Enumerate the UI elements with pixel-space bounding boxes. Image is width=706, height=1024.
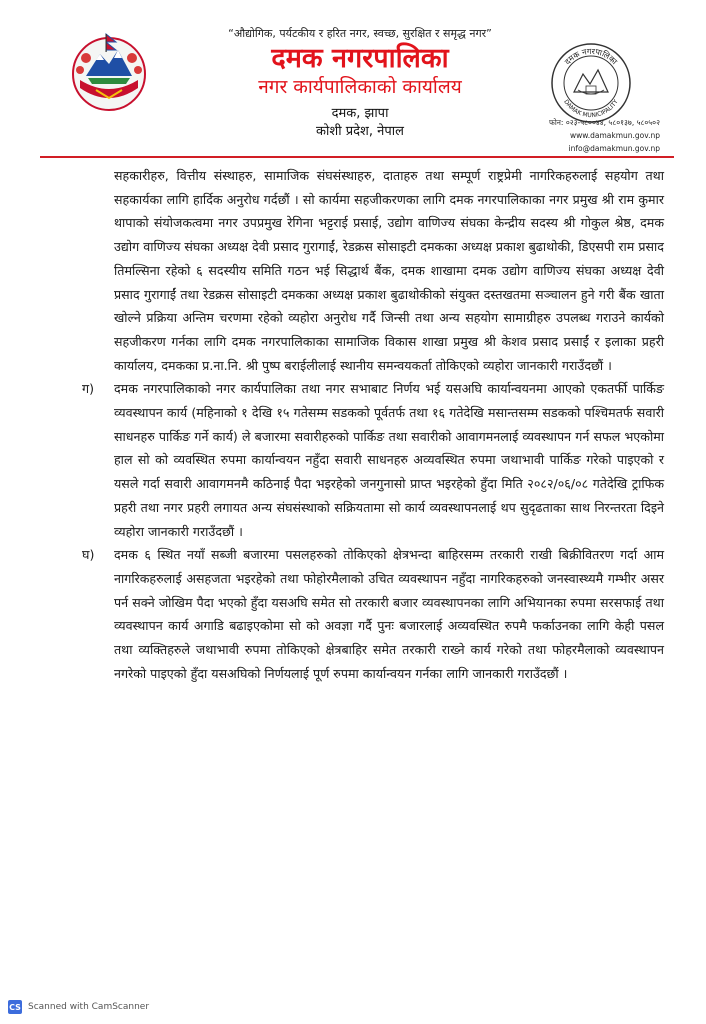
continued-paragraph: सहकारीहरु, वित्तीय संस्थाहरु, सामाजिक संघसंस्थाहरु, दाताहरु तथा सम्पूर्ण राष्ट्रप्रेमी नागरिकहरुलाई सहयोग तथा सहकार्यका लागि हार्दिक अनुरोध गर्दछौं । सो कार्यमा सहजीकरणका लागि दमक नगरपालिकाका नगर प्रमुख श्री राम कुमार थापाको संयोजकत्वमा नगर उपप्रमुख रेगिना भट्टराई प्रसाई, उद्योग वाणिज्य संघका केन्द्रीय सदस्य श्री गोकुल श्रेष्ठ, दमक उद्योग वाणिज्य संघका अध्यक्ष देवी प्रसाद गुरागाईं, रेडक्रस सोसाइटी दमकका अध्यक्ष प्रकाश बुढाथोकी, डिएसपी राम प्रसाद तिमल्सिना रहेको ६ सदस्यीय समिति गठन भई सिद्धार्थ बैंक, दमक शाखामा दमक उद्योग वाणिज्य संघका अध्यक्ष देवी प्रसाद गुरागाईं तथा रेडक्रस सोसाइटी दमकका अध्यक्ष प्रकाश बुढाथोकीको संयुक्त दस्तखतमा सञ्चालन हुने गरी बैंक खाता खोल्ने प्रक्रिया अन्तिम चरणमा रहेको व्यहोरा अनुरोध गर्दै जिन्सी तथा अन्य सहयोग सामाग्रीहरु उपलब्ध गराउने कार्यको सहजीकरण गर्नका लागि दमक नगरपालिकाका सामाजिक विकास शाखा प्रमुख श्री केशव प्रसाद प्रसाईं र इलाका प्रहरी कार्यालय, दमकका प्र.ना.नि. श्री पुष्प बराईलीलाई स्थानीय समन्वयकर्ता तोकिएको व्यहोरा जानकारी गराउँदछौं ।: [114, 168, 664, 373]
address-line-2: कोशी प्रदेश, नेपाल: [316, 124, 404, 139]
item-text-ga: दमक नगरपालिकाको नगर कार्यपालिका तथा नगर सभाबाट निर्णय भई यसअघि कार्यान्वयनमा आएको एकतर्फी पार्किङ व्यवस्थापन कार्य (महिनाको १ देखि १५ गतेसम्म सडकको पूर्वतर्फ तथा १६ गतेदेखि मसान्तसम्म सडकको पश्चिमतर्फ सवारी साधनहरु पार्किङ गर्ने कार्य) ले बजारमा सवारीहरुको पार्किङ तथा सवारीको आवागमनलाई व्यवस्थापन गर्न सफल भएकोमा हाल सो को व्यवस्थित रुपमा कार्यान्वयन नहुँदा सवारी साधनहरु अव्यवस्थित रुपमा जथाभावी पार्किङ गरेको पाइएको र यसले गर्दा सवारी आवागमनमै कठिनाई पैदा भइरहेको जनगुनासो प्राप्त भइरहेको हुँदा मिति २०८२/०६/०८ गतेदेखि ट्राफिक प्रहरी तथा नगर प्रहरी लगायत अन्य संघसंस्थाको सक्रियतामा सो कार्य व्यवस्थापनलाई थप सुदृढताका साथ निरन्तरता दिइने व्यहोरा जानकारी गराउँदछौं ।: [114, 381, 665, 539]
camscanner-icon: CS: [8, 1000, 22, 1014]
scanner-label: Scanned with CamScanner: [28, 1002, 150, 1012]
municipality-title: दमक नगरपालिका: [271, 43, 449, 74]
municipality-seal-icon: [550, 42, 632, 124]
email-link[interactable]: info@damakmun.gov.np: [568, 144, 660, 153]
slogan: “औद्योगिक, पर्यटकीय र हरित नगर, स्वच्छ, सुरक्षित र समृद्ध नगर”: [228, 27, 492, 40]
item-label-gha: घ): [82, 547, 95, 563]
office-subtitle: नगर कार्यपालिकाको कार्यालय: [258, 76, 462, 98]
phone-numbers: फोन: ०२३-५८००४४, ५८०१३७, ५८०५०२: [549, 118, 660, 127]
seal-text-en: DAMAK MUNICIPALITY: [562, 98, 620, 120]
item-text-gha: दमक ६ स्थित नयाँ सब्जी बजारमा पसलहरुको तोकिएको क्षेत्रभन्दा बाहिरसम्म तरकारी राखी बिक्रीवितरण गर्दा आम नागरिकहरुलाई असहजता भइरहेको तथा फोहोरमैलाको उचित व्यवस्थापन नहुँदा नागरिकहरुको जनस्वास्थ्यमै गम्भीर असर पर्न सक्ने जोखिम पैदा भएको हुँदा यसअघि समेत सो तरकारी बजार व्यवस्थापनका लागि अभियानका रुपमा सरसफाई तथा व्यवस्थापन कार्य अगाडि बढाइएकोमा सो को अवज्ञा गर्दै पुनः बजारलाई अव्यवस्थित रुपमै फर्काउनका लागि केही पसल तथा व्यक्तिहरुले जथाभावी रुपमा तोकिएको क्षेत्रबाहिर समेत तरकारी राख्ने कार्य गरेको तथा फोहरमैलाको व्यवस्थापन नगरेको पाइएको हुँदा यसअघिको निर्णयलाई पूर्ण रुपमा कार्यान्वयन गर्नका लागि जानकारी गराउँदछौं ।: [114, 547, 664, 681]
seal-text: दमक नगरपालिका: [562, 46, 619, 67]
address-line-1: दमक, झापा: [331, 106, 389, 121]
scanner-watermark: [8, 1000, 149, 1014]
letter-body: [82, 164, 664, 685]
item-label-ga: ग): [82, 381, 95, 397]
contact-info: [520, 116, 660, 155]
list-item: [82, 543, 664, 685]
website-link[interactable]: www.damakmun.gov.np: [570, 131, 660, 140]
letterhead: [180, 26, 540, 141]
nepal-emblem-icon: [66, 28, 152, 114]
header-divider: [40, 156, 674, 158]
list-item: [82, 377, 664, 543]
